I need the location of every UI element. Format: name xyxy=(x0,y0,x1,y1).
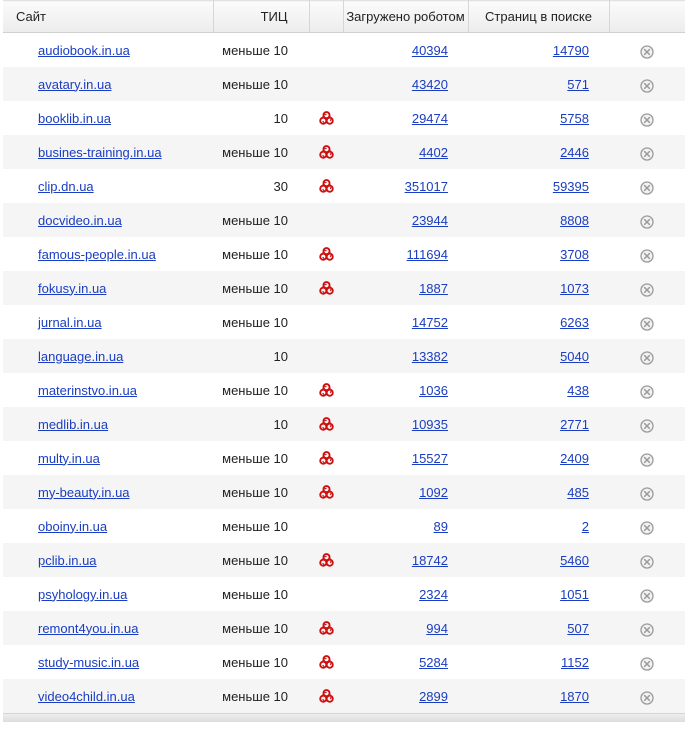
delete-icon[interactable] xyxy=(640,181,654,195)
biohazard-icon xyxy=(318,144,335,161)
virus-cell xyxy=(309,271,343,305)
tic-value: меньше 10 xyxy=(222,246,288,262)
delete-icon[interactable] xyxy=(640,215,654,229)
column-header-loaded[interactable]: Загружено роботом xyxy=(343,1,468,33)
tic-value: 10 xyxy=(213,339,309,373)
loaded-link[interactable]: 5284 xyxy=(419,654,448,670)
pages-link[interactable]: 14790 xyxy=(552,42,589,58)
pages-link[interactable]: 3708 xyxy=(560,246,589,262)
loaded-cell xyxy=(343,373,468,407)
site-cell xyxy=(3,373,213,407)
pages-link[interactable]: 5460 xyxy=(560,552,589,568)
tic-value: меньше 10 xyxy=(213,679,309,713)
column-header-virus xyxy=(309,1,343,33)
delete-cell xyxy=(609,645,685,679)
virus-cell xyxy=(309,645,343,679)
pages-link[interactable]: 2 xyxy=(581,518,589,534)
tic-value: меньше 10 xyxy=(222,586,288,602)
table-row xyxy=(3,373,685,407)
table-row xyxy=(3,509,685,543)
delete-icon[interactable] xyxy=(640,79,654,93)
pages-cell xyxy=(468,407,609,441)
pages-link[interactable]: 1152 xyxy=(561,654,589,670)
site-link[interactable]: medlib.in.ua xyxy=(38,416,109,432)
pages-cell xyxy=(468,339,609,373)
column-header-actions xyxy=(609,1,685,33)
table-row xyxy=(3,679,685,713)
pages-cell xyxy=(468,305,609,339)
table-header-row xyxy=(3,1,685,33)
loaded-link[interactable]: 40394 xyxy=(411,42,448,58)
virus-cell xyxy=(309,441,343,475)
virus-cell xyxy=(309,509,343,543)
loaded-cell xyxy=(343,339,468,373)
pages-cell xyxy=(468,67,609,101)
site-link[interactable]: docvideo.in.ua xyxy=(38,212,122,228)
site-cell xyxy=(3,679,213,713)
loaded-cell xyxy=(343,645,468,679)
delete-icon[interactable] xyxy=(640,487,654,501)
pages-link[interactable]: 1073 xyxy=(560,280,589,296)
table-body xyxy=(3,33,685,714)
biohazard-icon xyxy=(318,450,335,467)
column-header-site[interactable]: Сайт xyxy=(3,1,213,33)
pages-cell xyxy=(468,509,609,543)
loaded-cell xyxy=(343,203,468,237)
loaded-link[interactable]: 4402 xyxy=(419,144,448,160)
delete-cell xyxy=(609,339,685,373)
loaded-link[interactable]: 14752 xyxy=(411,314,448,330)
delete-cell xyxy=(609,577,685,611)
site-link[interactable]: multy.in.ua xyxy=(38,450,100,466)
pages-cell xyxy=(468,645,609,679)
site-cell xyxy=(3,67,213,101)
delete-cell xyxy=(609,101,685,135)
site-link[interactable]: avatary.in.ua xyxy=(38,76,112,92)
loaded-cell xyxy=(343,135,468,169)
delete-cell xyxy=(609,543,685,577)
delete-cell xyxy=(609,67,685,101)
tic-value: меньше 10 xyxy=(213,475,309,509)
virus-cell xyxy=(309,679,343,713)
virus-cell xyxy=(309,101,343,135)
pages-link[interactable]: 485 xyxy=(567,484,589,500)
loaded-link[interactable]: 994 xyxy=(426,620,448,636)
delete-cell xyxy=(609,441,685,475)
loaded-cell xyxy=(343,67,468,101)
virus-cell xyxy=(309,135,343,169)
pages-link[interactable]: 59395 xyxy=(552,178,589,194)
pages-link[interactable]: 6263 xyxy=(560,314,589,330)
delete-cell xyxy=(609,305,685,339)
tic-value: меньше 10 xyxy=(222,382,288,398)
biohazard-icon xyxy=(318,382,335,399)
site-cell xyxy=(3,645,213,679)
tic-value: меньше 10 xyxy=(213,271,309,305)
loaded-link[interactable]: 15527 xyxy=(411,450,448,466)
table-row xyxy=(3,67,685,101)
pages-cell xyxy=(468,101,609,135)
virus-cell xyxy=(309,305,343,339)
site-link[interactable]: busines-training.in.ua xyxy=(38,144,162,160)
site-cell xyxy=(3,475,213,509)
site-cell xyxy=(3,441,213,475)
table-row xyxy=(3,203,685,237)
loaded-link[interactable]: 43420 xyxy=(411,76,448,92)
table-row xyxy=(3,543,685,577)
site-cell xyxy=(3,203,213,237)
site-link[interactable]: video4child.in.ua xyxy=(38,688,135,704)
pages-link[interactable]: 5040 xyxy=(560,348,589,364)
pages-cell xyxy=(468,373,609,407)
pages-link[interactable]: 2446 xyxy=(560,144,589,160)
pages-cell xyxy=(468,475,609,509)
loaded-link[interactable]: 1092 xyxy=(419,484,448,500)
tic-value: меньше 10 xyxy=(213,67,309,101)
biohazard-icon xyxy=(318,620,335,637)
pages-link[interactable]: 507 xyxy=(567,620,589,636)
site-cell xyxy=(3,543,213,577)
table-row xyxy=(3,577,685,611)
loaded-cell xyxy=(343,475,468,509)
site-cell xyxy=(3,577,213,611)
loaded-cell xyxy=(343,679,468,713)
site-cell xyxy=(3,305,213,339)
delete-icon[interactable] xyxy=(640,385,654,399)
tic-value: меньше 10 xyxy=(222,42,288,58)
delete-icon[interactable] xyxy=(640,317,654,331)
virus-cell xyxy=(309,237,343,271)
virus-cell xyxy=(309,203,343,237)
virus-cell xyxy=(309,475,343,509)
site-link[interactable]: materinstvo.in.ua xyxy=(38,382,137,398)
delete-icon[interactable] xyxy=(640,521,654,535)
pages-link[interactable]: 1051 xyxy=(560,586,589,602)
loaded-link[interactable]: 18742 xyxy=(411,552,448,568)
site-link[interactable]: audiobook.in.ua xyxy=(38,42,130,58)
loaded-link[interactable]: 13382 xyxy=(411,348,448,364)
delete-cell xyxy=(609,611,685,645)
pages-cell xyxy=(468,33,609,68)
biohazard-icon xyxy=(318,280,335,297)
virus-cell xyxy=(309,577,343,611)
tic-value: меньше 10 xyxy=(222,518,288,534)
loaded-link[interactable]: 89 xyxy=(433,518,448,534)
virus-cell xyxy=(309,373,343,407)
delete-cell xyxy=(609,679,685,713)
delete-cell xyxy=(609,169,685,203)
delete-cell xyxy=(609,475,685,509)
tic-value: меньше 10 xyxy=(213,203,309,237)
delete-icon[interactable] xyxy=(640,45,654,59)
site-cell xyxy=(3,169,213,203)
biohazard-icon xyxy=(318,110,335,127)
delete-icon[interactable] xyxy=(640,147,654,161)
delete-icon[interactable] xyxy=(640,589,654,603)
loaded-link[interactable]: 10935 xyxy=(411,416,448,432)
tic-value: меньше 10 xyxy=(213,543,309,577)
pages-cell xyxy=(468,169,609,203)
tic-value: меньше 10 xyxy=(222,654,288,670)
loaded-link[interactable]: 1887 xyxy=(419,280,448,296)
pages-link[interactable]: 2771 xyxy=(560,416,589,432)
site-cell xyxy=(3,237,213,271)
delete-icon[interactable] xyxy=(640,691,654,705)
loaded-link[interactable]: 351017 xyxy=(404,178,448,194)
site-link[interactable]: jurnal.in.ua xyxy=(38,314,102,330)
site-link[interactable]: remont4you.in.ua xyxy=(38,620,139,636)
table-row xyxy=(3,101,685,135)
loaded-link[interactable]: 1036 xyxy=(419,382,448,398)
delete-cell xyxy=(609,373,685,407)
virus-cell xyxy=(309,169,343,203)
delete-icon[interactable] xyxy=(640,351,654,365)
delete-icon[interactable] xyxy=(640,453,654,467)
loaded-cell xyxy=(343,305,468,339)
delete-cell xyxy=(609,271,685,305)
site-cell xyxy=(3,339,213,373)
site-link[interactable]: famous-people.in.ua xyxy=(38,246,156,262)
delete-icon[interactable] xyxy=(640,555,654,569)
pages-link[interactable]: 438 xyxy=(567,382,589,398)
table-row xyxy=(3,33,685,68)
table-row xyxy=(3,169,685,203)
delete-icon[interactable] xyxy=(640,623,654,637)
tic-value: 30 xyxy=(273,178,288,194)
loaded-cell xyxy=(343,169,468,203)
loaded-cell xyxy=(343,237,468,271)
sites-panel xyxy=(3,0,685,722)
site-link[interactable]: study-music.in.ua xyxy=(38,654,140,670)
delete-icon[interactable] xyxy=(640,113,654,127)
delete-icon[interactable] xyxy=(640,283,654,297)
delete-cell xyxy=(609,135,685,169)
loaded-cell xyxy=(343,101,468,135)
column-header-tic[interactable]: ТИЦ xyxy=(213,1,309,33)
biohazard-icon xyxy=(318,416,335,433)
site-cell xyxy=(3,271,213,305)
tic-value: меньше 10 xyxy=(213,135,309,169)
table-row xyxy=(3,237,685,271)
virus-cell xyxy=(309,339,343,373)
site-link[interactable]: language.in.ua xyxy=(38,348,124,364)
virus-cell xyxy=(309,543,343,577)
site-cell xyxy=(3,101,213,135)
loaded-link[interactable]: 2324 xyxy=(419,586,448,602)
biohazard-icon xyxy=(318,688,335,705)
pages-link[interactable]: 571 xyxy=(567,76,589,92)
biohazard-icon xyxy=(318,178,335,195)
pages-cell xyxy=(468,203,609,237)
table-row xyxy=(3,407,685,441)
table-row xyxy=(3,441,685,475)
table-row xyxy=(3,135,685,169)
table-row xyxy=(3,339,685,373)
loaded-cell xyxy=(343,543,468,577)
loaded-link[interactable]: 111694 xyxy=(406,246,448,262)
delete-cell xyxy=(609,33,685,68)
site-cell xyxy=(3,33,213,68)
table-row xyxy=(3,611,685,645)
pages-link[interactable]: 8808 xyxy=(560,212,589,228)
site-link[interactable]: booklib.in.ua xyxy=(38,110,111,126)
tic-value: меньше 10 xyxy=(222,314,288,330)
loaded-cell xyxy=(343,577,468,611)
site-cell xyxy=(3,135,213,169)
sites-table xyxy=(3,0,685,713)
delete-cell xyxy=(609,237,685,271)
site-cell xyxy=(3,407,213,441)
virus-cell xyxy=(309,33,343,68)
table-row xyxy=(3,475,685,509)
pages-cell xyxy=(468,135,609,169)
pages-link[interactable]: 5758 xyxy=(560,110,589,126)
table-footer-bar xyxy=(3,713,685,722)
pages-cell xyxy=(468,611,609,645)
tic-value: 10 xyxy=(213,407,309,441)
biohazard-icon xyxy=(318,246,335,263)
pages-cell xyxy=(468,543,609,577)
pages-cell xyxy=(468,441,609,475)
table-row xyxy=(3,271,685,305)
virus-cell xyxy=(309,407,343,441)
pages-cell xyxy=(468,237,609,271)
biohazard-icon xyxy=(318,654,335,671)
tic-value: 10 xyxy=(273,110,288,126)
site-link[interactable]: fokusy.in.ua xyxy=(38,280,107,296)
pages-cell xyxy=(468,271,609,305)
table-row xyxy=(3,645,685,679)
tic-value: меньше 10 xyxy=(222,450,288,466)
virus-cell xyxy=(309,611,343,645)
site-link[interactable]: clip.dn.ua xyxy=(38,178,94,194)
site-link[interactable]: my-beauty.in.ua xyxy=(38,484,130,500)
pages-cell xyxy=(468,577,609,611)
loaded-cell xyxy=(343,509,468,543)
pages-link[interactable]: 1870 xyxy=(560,688,589,704)
loaded-cell xyxy=(343,611,468,645)
delete-cell xyxy=(609,509,685,543)
biohazard-icon xyxy=(318,484,335,501)
virus-cell xyxy=(309,67,343,101)
delete-icon[interactable] xyxy=(640,419,654,433)
delete-cell xyxy=(609,407,685,441)
delete-icon[interactable] xyxy=(640,249,654,263)
loaded-cell xyxy=(343,271,468,305)
site-link[interactable]: psyhology.in.ua xyxy=(38,586,128,602)
site-link[interactable]: oboiny.in.ua xyxy=(38,518,108,534)
loaded-link[interactable]: 23944 xyxy=(411,212,448,228)
pages-link[interactable]: 2409 xyxy=(560,450,589,466)
loaded-cell xyxy=(343,441,468,475)
delete-cell xyxy=(609,203,685,237)
site-cell xyxy=(3,611,213,645)
delete-icon[interactable] xyxy=(640,657,654,671)
pages-cell xyxy=(468,679,609,713)
loaded-cell xyxy=(343,33,468,68)
column-header-pages[interactable]: Страниц в поиске xyxy=(468,1,609,33)
biohazard-icon xyxy=(318,552,335,569)
loaded-cell xyxy=(343,407,468,441)
site-link[interactable]: pclib.in.ua xyxy=(38,552,97,568)
tic-value: меньше 10 xyxy=(213,611,309,645)
table-row xyxy=(3,305,685,339)
site-cell xyxy=(3,509,213,543)
loaded-link[interactable]: 29474 xyxy=(411,110,448,126)
loaded-link[interactable]: 2899 xyxy=(419,688,448,704)
